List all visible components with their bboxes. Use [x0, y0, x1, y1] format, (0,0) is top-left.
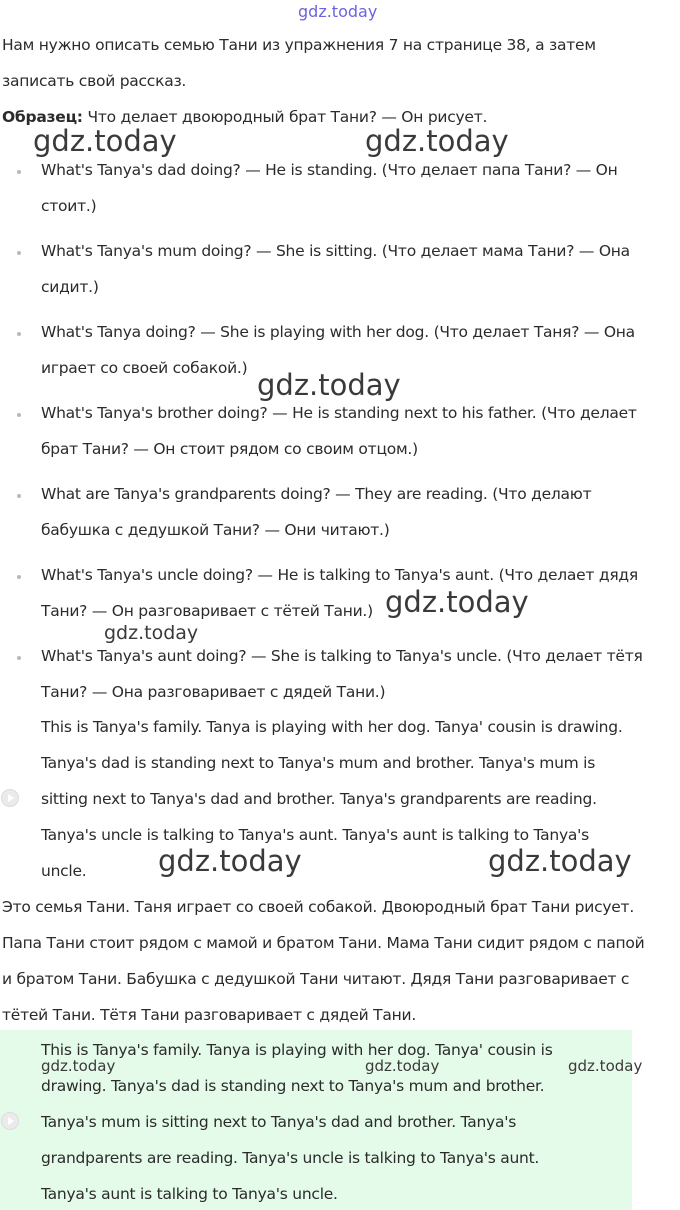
list-item-line-1: What's Tanya doing? — She is playing with her dog. (Что делает Таня? — Она	[41, 323, 635, 341]
story-line: Tanya's uncle is talking to Tanya's aunt. Tanya's aunt is talking to Tanya's	[41, 826, 589, 844]
translation-line: Папа Тани стоит рядом с мамой и братом Тани. Мама Тани сидит рядом с папой	[2, 934, 645, 952]
sample-text: Что делает двоюродный брат Тани? — Он рисует.	[82, 108, 488, 126]
list-item-line-2: брат Тани? — Он стоит рядом со своим отцом.)	[41, 440, 418, 458]
list-item-line-2: бабушка с дедушкой Тани? — Они читают.)	[41, 521, 390, 539]
bullet-dot	[17, 251, 21, 255]
play-icon[interactable]	[1, 1112, 19, 1130]
list-item-line-1: What's Tanya's uncle doing? — He is talking to Tanya's aunt. (Что делает дядя	[41, 566, 638, 584]
story-line: Tanya's dad is standing next to Tanya's mum and brother. Tanya's mum is	[41, 754, 596, 772]
list-item-line-1: What are Tanya's grandparents doing? — They are reading. (Что делают	[41, 485, 592, 503]
list-item-line-1: What's Tanya's dad doing? — He is standing. (Что делает папа Тани? — Он	[41, 161, 618, 179]
bullet-dot	[17, 494, 21, 498]
list-item-line-2: Тани? — Она разговаривает с дядей Тани.)	[41, 683, 386, 701]
bullet-dot	[17, 413, 21, 417]
watermark: gdz.today	[104, 622, 199, 644]
translation-line: Это семья Тани. Таня играет со своей собакой. Двоюродный брат Тани рисует.	[2, 898, 635, 916]
story-box-line: This is Tanya's family. Tanya is playing with her dog. Tanya' cousin is	[41, 1041, 553, 1059]
list-item-line-2: стоит.)	[41, 197, 97, 215]
story-box-line: Tanya's aunt is talking to Tanya's uncle.	[41, 1185, 338, 1203]
translation-line: тётей Тани. Тётя Тани разговаривает с дядей Тани.	[2, 1006, 417, 1024]
watermark: gdz.today	[488, 844, 632, 878]
play-icon[interactable]	[1, 789, 19, 807]
bullet-dot	[17, 170, 21, 174]
story-line: This is Tanya's family. Tanya is playing with her dog. Tanya' cousin is drawing.	[41, 718, 623, 736]
watermark: gdz.today	[365, 124, 509, 158]
bullet-dot	[17, 575, 21, 579]
list-item-line-2: играет со своей собакой.)	[41, 359, 248, 377]
story-box-line: Tanya's mum is sitting next to Tanya's dad and brother. Tanya's	[41, 1113, 517, 1131]
story-box-line: grandparents are reading. Tanya's uncle is talking to Tanya's aunt.	[41, 1149, 540, 1167]
list-item-line-1: What's Tanya's mum doing? — She is sitting. (Что делает мама Тани? — Она	[41, 242, 630, 260]
watermark: gdz.today	[568, 1057, 643, 1075]
bullet-dot	[17, 332, 21, 336]
story-line: uncle.	[41, 862, 87, 880]
watermark: gdz.today	[158, 844, 302, 878]
watermark: gdz.today	[257, 368, 401, 402]
list-item-line-1: What's Tanya's aunt doing? — She is talking to Tanya's uncle. (Что делает тётя	[41, 647, 643, 665]
sample-label: Образец:	[2, 108, 83, 126]
story-box-line: drawing. Tanya's dad is standing next to Tanya's mum and brother.	[41, 1077, 545, 1095]
watermark: gdz.today	[33, 124, 177, 158]
intro-line-2: записать свой рассказ.	[2, 72, 187, 90]
intro-line-1: Нам нужно описать семью Тани из упражнения 7 на странице 38, а затем	[2, 36, 596, 54]
translation-line: и братом Тани. Бабушка с дедушкой Тани читают. Дядя Тани разговаривает с	[2, 970, 630, 988]
list-item-line-1: What's Tanya's brother doing? — He is standing next to his father. (Что делает	[41, 404, 637, 422]
bullet-dot	[17, 656, 21, 660]
story-line: sitting next to Tanya's dad and brother. Tanya's grandparents are reading.	[41, 790, 597, 808]
watermark: gdz.today	[365, 1057, 440, 1075]
watermark: gdz.today	[41, 1057, 116, 1075]
watermark: gdz.today	[385, 585, 529, 619]
list-item-line-2: Тани? — Он разговаривает с тётей Тани.)	[41, 602, 373, 620]
watermark-top: gdz.today	[298, 2, 378, 21]
list-item-line-2: сидит.)	[41, 278, 99, 296]
